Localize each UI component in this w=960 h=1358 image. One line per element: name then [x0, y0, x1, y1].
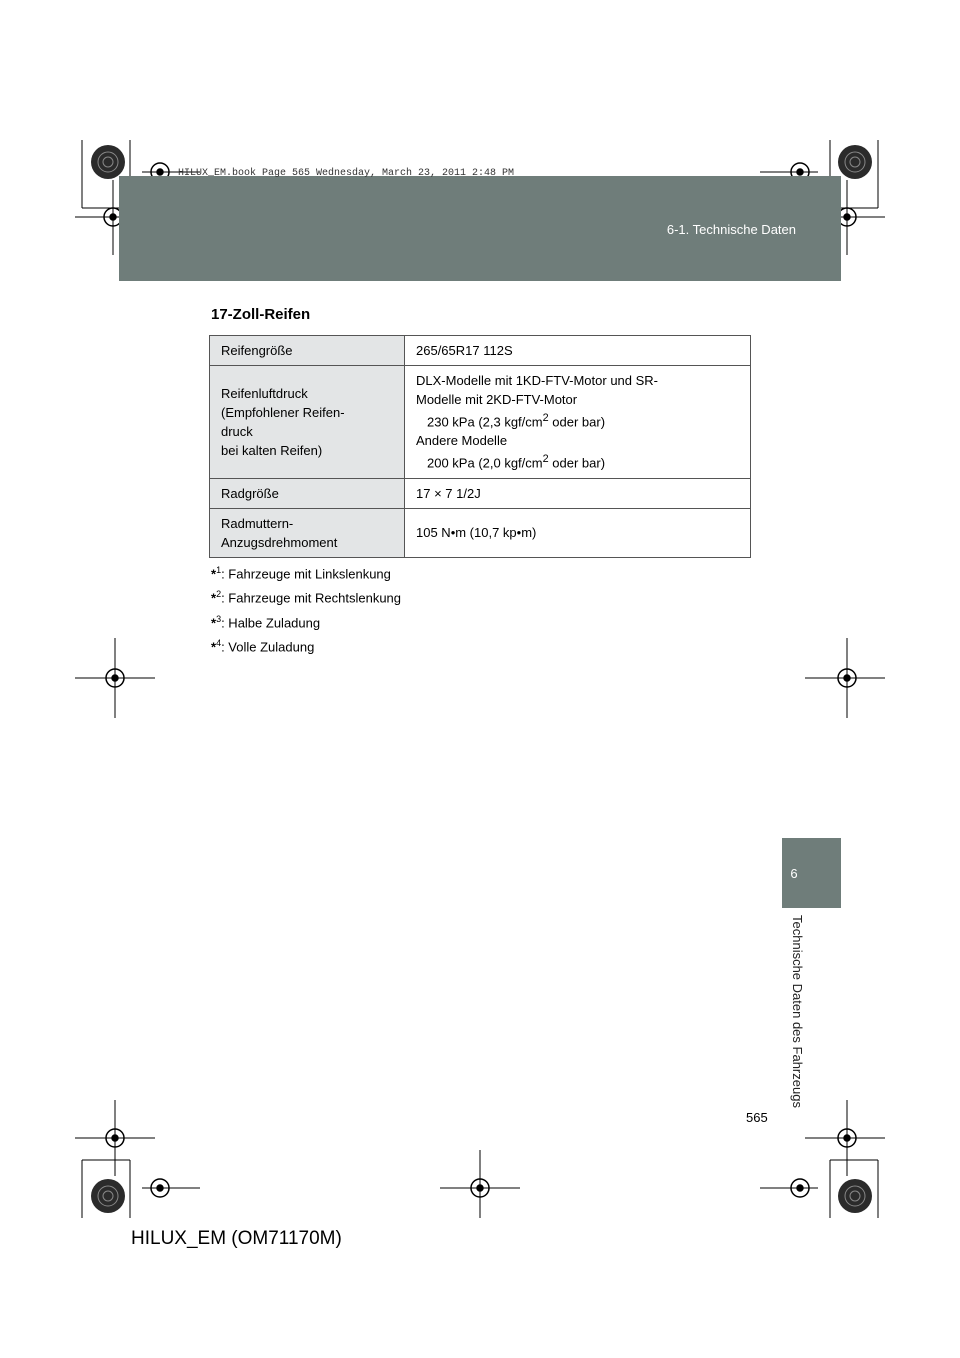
footnote-number: 4: [216, 637, 222, 648]
color-target-icon: [838, 145, 872, 179]
row-label: Reifengröße: [210, 336, 405, 366]
table-row: [210, 478, 751, 508]
label-line: Radmuttern-: [221, 515, 294, 531]
label-line: Anzugsdrehmoment: [221, 534, 338, 550]
row-value: [405, 366, 751, 479]
table-row: [210, 336, 751, 366]
value-line: [416, 409, 739, 431]
row-label: [210, 508, 405, 557]
pressure-text: 200 kPa (2,0 kgf/cm: [427, 455, 543, 471]
tire-spec-table: [209, 335, 751, 558]
footnote-star: *: [211, 566, 217, 582]
row-value: 17 × 7 1/2J: [405, 478, 751, 508]
value-line: Andere Modelle: [416, 433, 508, 449]
row-value: 265/65R17 112S: [405, 336, 751, 366]
label-line: Reifenluftdruck: [221, 385, 308, 401]
row-label: [210, 366, 405, 479]
label-line: bei kalten Reifen): [221, 442, 323, 458]
unit-superscript: 2: [542, 412, 549, 424]
footnote: [211, 609, 401, 633]
footnote: [211, 584, 401, 608]
pressure-text: oder bar): [548, 414, 606, 430]
table-row: [210, 508, 751, 557]
footnote-number: 3: [216, 613, 222, 624]
footnote: [211, 633, 401, 657]
footnote-number: 1: [216, 565, 222, 575]
pressure-text: 230 kPa (2,3 kgf/cm: [427, 414, 543, 430]
footnote-list: [211, 560, 401, 657]
label-line: druck: [221, 423, 253, 439]
chapter-number: 6: [790, 866, 798, 881]
unit-superscript: 2: [542, 453, 549, 466]
pressure-text: oder bar): [548, 455, 606, 471]
row-label: Radgröße: [210, 478, 405, 508]
color-target-icon: [838, 1179, 872, 1213]
row-value: 105 N•m (10,7 kp•m): [405, 508, 751, 557]
footnote-star: *: [211, 590, 217, 606]
value-line: [416, 450, 739, 472]
color-target-icon: [91, 1179, 125, 1213]
footnote-number: 2: [216, 589, 222, 600]
document-code: HILUX_EM (OM71170M): [131, 1228, 342, 1249]
color-target-icon: [91, 145, 125, 179]
footnote: [211, 560, 401, 584]
footnote-star: *: [211, 614, 217, 630]
footnote-text: : Halbe Zuladung: [221, 614, 321, 630]
label-line: (Empfohlener Reifen-: [221, 404, 345, 420]
section-title: 6-1. Technische Daten: [666, 222, 796, 237]
footnote-text: : Volle Zuladung: [221, 639, 315, 655]
value-line: Modelle mit 2KD-FTV-Motor: [416, 392, 578, 407]
footnote-star: *: [211, 639, 217, 655]
page-number: 565: [746, 1110, 768, 1125]
chapter-label: Technische Daten des Fahrzeugs: [790, 915, 805, 1108]
page-heading: 17-Zoll-Reifen: [211, 306, 311, 323]
footnote-text: : Fahrzeuge mit Linkslenkung: [221, 566, 391, 582]
table-row: [210, 366, 751, 479]
footnote-text: : Fahrzeuge mit Rechtslenkung: [221, 590, 402, 606]
value-line: DLX-Modelle mit 1KD-FTV-Motor und SR-: [416, 373, 659, 388]
book-stamp: HILUX_EM.book Page 565 Wednesday, March 23, 2011 2:48 PM: [178, 168, 515, 179]
